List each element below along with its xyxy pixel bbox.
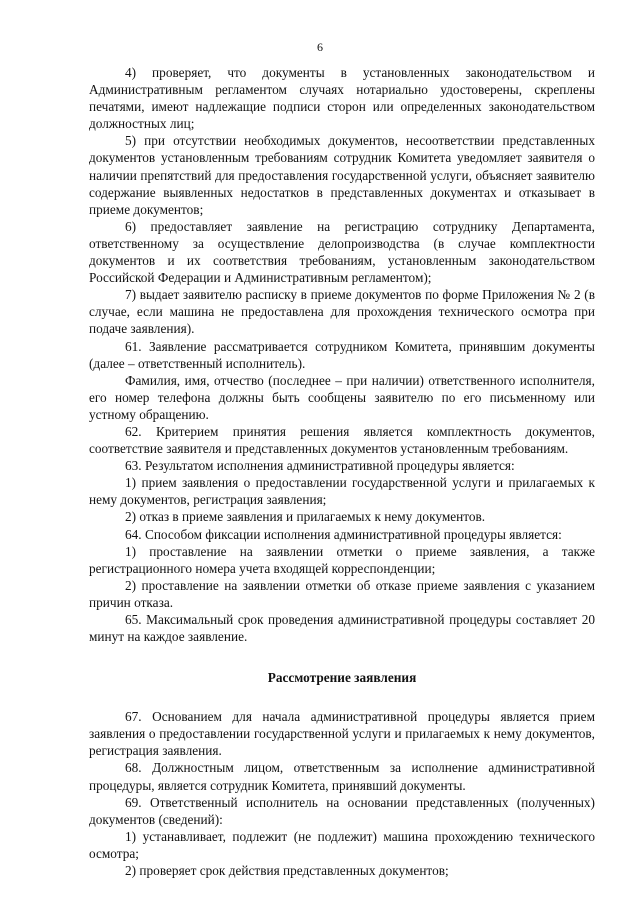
paragraph-63-item-1: 1) прием заявления о предоставлении государственной услуги и прилагаемых к нему документов, регистрация заявления;: [89, 475, 595, 508]
paragraph-63-item-2: 2) отказ в приеме заявления и прилагаемых к нему документов.: [125, 509, 486, 525]
document-body: [89, 64, 595, 879]
paragraph-69-item-1: 1) устанавливает, подлежит (не подлежит) машина прохождению технического осмотра;: [89, 828, 595, 861]
page-number: 6: [317, 40, 323, 54]
paragraph-item-5-missing-documents: 5) при отсутствии необходимых документов, несоответствии представленных документов установленным требованиям сотрудник Комитета уведомляет заявителя о наличии препятствий для предоставления государственной услуги, объясняет заявителю содержание выявленных недостатков в представленных документах и отказывает в приеме документов;: [89, 133, 595, 217]
paragraph-item-6-registration: 6) предоставляет заявление на регистрацию сотруднику Департамента, ответственному за осуществление делопроизводства (в случае комплектности документов и их соответствия требованиям, установленным законодательством Российской Федерации и Административным регламентом);: [89, 218, 595, 286]
paragraph-63: 63. Результатом исполнения административной процедуры является:: [125, 458, 515, 474]
paragraph-64-item-1: 1) проставление на заявлении отметки о приеме заявления, а также регистрационного номера учета входящей корреспонденции;: [89, 543, 595, 576]
paragraph-69: 69. Ответственный исполнитель на основании представленных (полученных) документов (сведений):: [89, 794, 595, 827]
section-heading: Рассмотрение заявления: [267, 670, 417, 686]
paragraph-61: 61. Заявление рассматривается сотрудником Комитета, принявшим документы (далее – ответственный исполнитель).: [89, 338, 595, 371]
paragraph-64: 64. Способом фиксации исполнения административной процедуры является:: [125, 526, 562, 542]
paragraph-64-item-2: 2) проставление на заявлении отметки об отказе приеме заявления с указанием причин отказа.: [89, 577, 595, 610]
paragraph-62: 62. Критерием принятия решения является комплектность документов, соответствие заявителя и представленных документов установленным требованиям.: [89, 423, 595, 457]
paragraph-61-contact: Фамилия, имя, отчество (последнее – при наличии) ответственного исполнителя, его номер телефона должны быть сообщены заявителю по его письменному или устному обращению.: [89, 372, 595, 422]
paragraph-item-4-checks-notarization: 4) проверяет, что документы в установленных законодательством и Административным регламентом случаях нотариально удостоверены, скреплены печатями, имеют надлежащие подписи сторон или определенных законодательством должностных лиц;: [89, 65, 595, 132]
paragraph-69-item-2: 2) проверяет срок действия представленных документов;: [125, 863, 449, 879]
paragraph-65: 65. Максимальный срок проведения административной процедуры составляет 20 минут на каждое заявление.: [89, 612, 595, 645]
paragraph-68: 68. Должностным лицом, ответственным за исполнение административной процедуры, является сотрудник Комитета, принявший документы.: [89, 760, 595, 793]
paragraph-item-7-receipt: 7) выдает заявителю расписку в приеме документов по форме Приложения № 2 (в случае, если машина не предоставлена для прохождения технического осмотра при подаче заявления).: [89, 287, 595, 337]
paragraph-67: 67. Основанием для начала административной процедуры является прием заявления о предоставлении государственной услуги и прилагаемых к нему документов, регистрация заявления.: [89, 709, 595, 759]
